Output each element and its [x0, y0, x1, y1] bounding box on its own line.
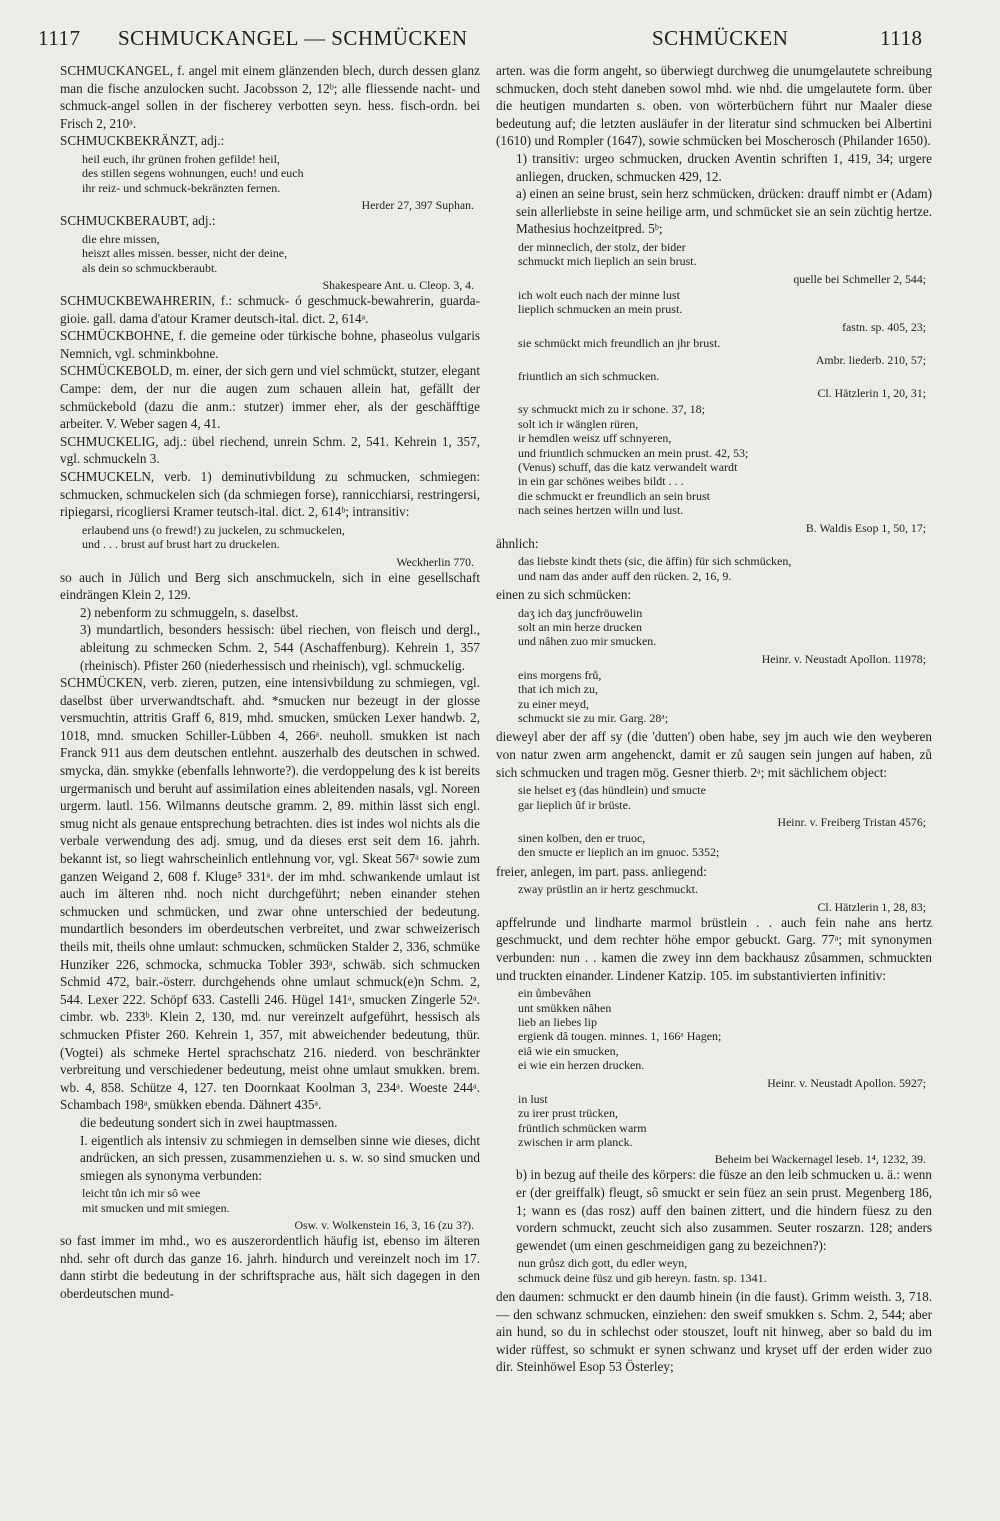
quote-line: der minneclich, der stolz, der bider	[518, 239, 686, 254]
right-column	[496, 62, 932, 1376]
quote-block	[496, 554, 932, 583]
paragraph: 3) mundartlich, besonders hessisch: übel riechen, von fleisch und dergl., ableitung zu schmecken Schm. 2, 544 (Aschaffenburg). Kehrein 1, 357 (rheinisch). Pfister 260 (niederhessisch und rheinisch), vgl. schmuckelig.	[80, 622, 480, 673]
quote-block	[496, 882, 932, 896]
quote-line: eiâ wie ein smucken,	[518, 1043, 619, 1058]
entry-schmuecken: SCHMÜCKEN, verb. zieren, putzen, eine intensivbildung zu schmiegen, vgl. daselbst über urverwandtschaft. ahd. *smucken nur bezeugt in der glosse versmuchtin, attritis Graff 6, 819, mhd. smucken, smücken Lexer handwb. 2, 1018, mnd. smucken Schiller-Lübben 4, 266ᵃ. neuholl. smukken ist nach Franck 911 aus dem deutschen entlehnt. auszerhalb des deutschen in schwed. smycka, dän. smykke (ebenfalls lehnworte?). die verdoppelung des k ist bereits urgermanisch und beruht auf assimilation eines ableitenden nasals, vgl. Noreen urgerm. lautl. 156. Wilmanns deutsche gramm. 2, 89. mithin lässt sich engl. smug nicht als genaue entsprechung betrachten. dies ist indes wol nichts als die verbale verwendung des adj. smug, und da dieses erst seit dem 16. jahrh. bekannt ist, so liegt wahrscheinlich entlehnung vor, vgl. Skeat 567ᵃ sowie zum ganzen Weigand 2, 608 f. Kluge⁵ 331ᵃ. der im mhd. schwankende umlaut ist auch im älteren nhd. noch nicht durchgeführt; neben einander stehen schmucken und schmücken, und zwar ohne unterschied der bedeutung. mundartlich besonders im oberdeutschen verbreitet, und zwar schweizerisch theils mit, theils ohne umlaut: schmucken, schmücken Stalder 2, 336, schmüke Hunziker 226, schmocka, schmucka Tobler 393ᵃ, schwäb. sich schmucken Schmid 472, bair.-österr. durchgehends ohne umlaut schmuck(e)n Schm. 2, 544. Lexer 222. Schöpf 633. Castelli 246. Hügel 141ᵃ, smucken Zingerle 52ᵃ. cimbr. wb. 233ᵇ. Klein 2, 130, md. nur vereinzelt aufgeführt, hessisch als schmucken Pfister 260. Kehrein 1, 357, mit abweichender bedeutung, thür. (Vogtei) als schmeke Hertel sprachschatz 216. niederd. von beschränkter verbreitung und verschiedener bedeutung, meist ohne umlaut smukken. brem. wb. 4, 858. Schütze 4, 127. ten Doornkaat Koolman 3, 234ᵃ. Woeste 244ᵃ. Schambach 198ᵃ, smükken ebenda. Dähnert 435ᵃ.	[60, 675, 480, 1113]
quote-wolkenstein	[60, 1186, 480, 1215]
quote-line: früntlich schmücken warm	[518, 1120, 647, 1135]
quote-line: des stillen segens wohnungen, euch! und euch	[82, 166, 304, 181]
quote-line: erlaubend uns (o frewd!) zu juckelen, zu schmuckelen,	[82, 522, 345, 537]
quote-line: in lust	[518, 1091, 548, 1106]
entry-schmueckebold: SCHMÜCKEBOLD, m. einer, der sich gern und viel schmückt, stutzer, elegant Campe: dem, der nur die augen zum schauen allein hat, gefällt der schmückebold (dazu die anm.: stutzer) immer eher, als der geschäfftige arbeiter. V. Weber sagen 4, 41.	[60, 363, 480, 432]
quote-line: den smucte er lieplich an im gnuoc. 5352;	[518, 845, 720, 860]
quote-source: B. Waldis Esop 1, 50, 17;	[805, 520, 926, 535]
quote-line: und nam das ander auff den rücken. 2, 16, 9.	[518, 568, 732, 583]
quote-line: zwischen ir arm planck.	[518, 1134, 633, 1149]
quote-line: eins morgens frů,	[518, 667, 602, 682]
quote-line: die schmuckt er freundlich an sein brust	[518, 488, 710, 503]
quote-source: Beheim bei Wackernagel leseb. 1⁴, 1232, 39.	[714, 1152, 926, 1167]
quote-line: und nâhen zuo mir smucken.	[518, 634, 657, 649]
quote-line: heiszt alles missen. besser, nicht der deine,	[82, 246, 288, 261]
quote-line: ihr reiz- und schmuck-bekränzten fernen.	[82, 180, 281, 195]
paragraph: einen zu sich schmücken:	[496, 587, 632, 603]
quote-line: zway prüstlin an ir hertz geschmuckt.	[518, 882, 698, 897]
quote-line: und friuntlich schmucken an mein prust. 42, 53;	[518, 445, 749, 460]
quote-block	[496, 668, 932, 726]
quote-line: solt an min herze drucken	[518, 620, 642, 635]
quote-block	[496, 1256, 932, 1285]
quote-line: leicht tůn ich mir sô wee	[82, 1186, 201, 1201]
paragraph: apffelrunde und lindharte marmol brüstlein . . auch fein nahe ans hertz geschmuckt, und dem rechter höhe empor gebuckt. Garg. 77ᵃ; mit synonymen verbunden: nun . . kamen die zwey inn dem backhausz zůsammen, schmuckten und truckten einander. Lindener Katzip. 105. im substantivierten infinitiv:	[496, 914, 932, 983]
right-running-head: SCHMÜCKEN	[652, 26, 789, 50]
quote-block	[496, 369, 932, 383]
paragraph: so fast immer im mhd., wo es auszerordentlich häufig ist, ebenso im älteren nhd. sehr oft durch das ganze 16. jahrh. hindurch und vereinzelt noch im 17. dann stirbt die bedeutung in der schriftsprache aus, hält sich dagegen in den oberdeutschen mund-	[60, 1233, 480, 1301]
quote-block	[496, 288, 932, 317]
quote-block	[496, 606, 932, 649]
quote-line: gar lieplich ûf ir brüste.	[518, 797, 631, 812]
quote-block	[496, 402, 932, 517]
paragraph: 1) transitiv: urgeo schmucken, drucken Aventin schriften 1, 419, 34; urgere anliegen, drucken, schmucken 429, 12.	[516, 150, 932, 184]
quote-line: unt smükken nâhen	[518, 1000, 612, 1015]
quote-line: ein ůmbevâhen	[518, 986, 591, 1001]
paragraph: freier, anlegen, im part. pass. anliegend:	[496, 863, 707, 879]
quote-line: die ehre missen,	[82, 231, 160, 246]
paragraph: a) einen an seine brust, sein herz schmücken, drücken: drauff nimbt er (Adam) sein allerliebste in seine heilige arm, und schmücket sie an sein züchtig hertze. Mathesius hochzeitpred. 5ᵇ;	[516, 186, 932, 237]
left-column	[60, 62, 480, 1303]
quote-block	[496, 783, 932, 812]
quote-block	[496, 986, 932, 1072]
quote-source: Osw. v. Wolkenstein 16, 3, 16 (zu 3?).	[294, 1218, 474, 1233]
quote-source: Cl. Hätzlerin 1, 20, 31;	[817, 386, 926, 401]
quote-source: Herder 27, 397 Suphan.	[361, 198, 474, 213]
quote-line: ei wie ein herzen drucken.	[518, 1058, 645, 1073]
quote-line: als dein so schmuckberaubt.	[82, 260, 218, 275]
quote-line: sie helset eʒ (das hündlein) und smucte	[518, 783, 706, 798]
quote-line: friuntlich an sich schmucken.	[518, 368, 660, 383]
paragraph: b) in bezug auf theile des körpers: die füsze an den leib schmucken u. ä.: wenn er (der greiffalk) fleugt, sô smuckt er sein füez an sein prust. Megenberg 186, 1; wann es (das rosz) auff den bainen zittert, und die hindern füesz zu den vordern schmuckt, zeucht sich also zusammen. Seuter roszarzn. 128; anders gewendet (um einen geschmeidigen gang zu bezeichnen?):	[516, 1167, 932, 1253]
quote-source: quelle bei Schmeller 2, 544;	[793, 271, 926, 286]
quote-line: ergienk dâ tougen. minnes. 1, 166ᵃ Hagen;	[518, 1029, 722, 1044]
quote-block	[496, 1092, 932, 1150]
page-header	[0, 26, 1000, 56]
quote-line: sy schmuckt mich zu ir schone. 37, 18;	[518, 402, 705, 417]
quote-line: und . . . brust auf brust hart zu druckelen.	[82, 537, 280, 552]
quote-line: (Venus) schuff, das die katz verwandelt wardt	[518, 460, 738, 474]
quote-source: Shakespeare Ant. u. Cleop. 3, 4.	[322, 278, 474, 292]
entry-schmuckelig: SCHMUCKELIG, adj.: übel riechend, unrein Schm. 2, 541. Kehrein 1, 357, vgl. schmuckeln 3.	[60, 433, 480, 467]
quote-herder	[60, 152, 480, 195]
quote-source: Ambr. liederb. 210, 57;	[815, 352, 926, 367]
quote-line: sie schmückt mich freundlich an jhr brust.	[518, 335, 721, 350]
quote-source: Cl. Hätzlerin 1, 28, 83;	[817, 899, 926, 914]
quote-line: daʒ ich daʒ juncfröuwelin	[518, 605, 643, 620]
quote-line: schmuckt sie zu mir. Garg. 28ᵃ;	[518, 711, 669, 726]
quote-line: schmuck deine füsz und gib hereyn. fastn. sp. 1341.	[518, 1270, 767, 1285]
quote-block	[496, 831, 932, 860]
paragraph: ähnlich:	[496, 535, 539, 551]
quote-line: lieplich schmucken an mein prust.	[518, 302, 683, 317]
paragraph: den daumen: schmuckt er den daumb hinein (in die faust). Grimm weisth. 3, 718. — den schwanz schmucken, einziehen: den sweif smukken s. Schm. 2, 544; aber ain hund, so du in schlechst oder stouszet, louft nit hinweg, aber so bald du im wider rüffest, so schmukt er synen schwanz und kryset uff der erden wider zuo dir. Steinhöwel Esop 53 Österley;	[496, 1289, 932, 1375]
quote-line: mit smucken und mit smiegen.	[82, 1200, 230, 1215]
quote-source: Heinr. v. Freiberg Tristan 4576;	[777, 815, 926, 830]
quote-line: zu irer prust trücken,	[518, 1106, 618, 1121]
quote-line: in ein gar schönes weibes bildt . . .	[518, 474, 684, 489]
entry-schmuckangel: SCHMUCKANGEL, f. angel mit einem glänzenden blech, durch dessen glanz man die fische anzulocken sucht. Jacobsson 2, 12ᵇ; alle fliessende nacht- und schmuck-angel sollen in der fischerey verbotten seyn. hess. fisch-ordn. bei Frisch 2, 210ᵃ.	[60, 63, 480, 131]
quote-line: ir hemdlen weisz uff schnyeren,	[518, 431, 672, 446]
quote-shakespeare	[60, 232, 480, 275]
quote-line: nach seines hertzen willn und lust.	[518, 503, 684, 518]
paragraph: dieweyl aber der aff sy (die 'dutten') oben habe, sey jm auch wie den weyberen von natur zwen arm angehenckt, damit er zů saugen sein jungen auf haben, zů sich schmucken und tragen mög. Gesner thierb. 2ᵃ; mit sächlichem object:	[496, 729, 932, 780]
quote-line: zu einer meyd,	[518, 696, 589, 711]
paragraph: die bedeutung sondert sich in zwei hauptmassen.	[80, 1114, 338, 1130]
paragraph: I. eigentlich als intensiv zu schmiegen in demselben sinne wie dieses, dicht andrücken, an sich pressen, zusammenziehen u. s. w. so sind smucken und smiegen als synonyma verbunden:	[80, 1132, 480, 1183]
entry-schmueckbohne: SCHMÜCKBOHNE, f. die gemeine oder türkische bohne, phaseolus vulgaris Nemnich, vgl. schminkbohne.	[60, 328, 480, 361]
quote-source: Weckherlin 770.	[396, 554, 474, 569]
paragraph: 2) nebenform zu schmuggeln, s. daselbst.	[80, 604, 299, 620]
paragraph: so auch in Jülich und Berg sich anschmuckeln, sich in eine gesellschaft eindrängen Klein 2, 129.	[60, 569, 480, 603]
quote-line: lieb an liebes lip	[518, 1015, 597, 1030]
quote-line: heil euch, ihr grünen frohen gefilde! heil,	[82, 151, 280, 166]
quote-line: sinen kolben, den er truoc,	[518, 831, 646, 846]
quote-line: schmuckt mich lieplich an sein brust.	[518, 254, 697, 269]
left-page-number: 1117	[38, 26, 81, 50]
entry-schmuckbekraenzt: SCHMUCKBEKRÄNZT, adj.:	[60, 133, 225, 149]
entry-schmuckeln: SCHMUCKELN, verb. 1) deminutivbildung zu schmucken, schmiegen: schmucken, schmuckelen sich (da schmiegen forse), rannicchiarsi, restringersi, ripiegarsi, ricogliersi Kramer teutsch-ital. dict. 2, 614ᵇ; intransitiv:	[60, 468, 480, 520]
quote-source: Heinr. v. Neustadt Apollon. 5927;	[767, 1075, 926, 1090]
entry-schmuckberaubt: SCHMUCKBERAUBT, adj.:	[60, 213, 216, 229]
quote-block	[496, 336, 932, 350]
right-page-number: 1118	[880, 26, 923, 50]
quote-line: solt ich ir wänglen rüren,	[518, 416, 639, 431]
quote-source: fastn. sp. 405, 23;	[842, 319, 926, 334]
quote-line: nun grůsz dich gott, du edler weyn,	[518, 1256, 688, 1271]
quote-line: das liebste kindt thets (sic, die äffin) für sich schmücken,	[518, 554, 792, 569]
paragraph: arten. was die form angeht, so überwiegt durchweg die unumgelautete schreibung schmucken, doch steht daneben sowol mhd. wie nhd. die umgelautete form. über die heutigen mundarten s. oben. von wörterbüchern führt nur Maaler diese bedeutung auf; die letzten ausläufer in der literatur sind schmucken bei Albertini (1610) und Rompler (1647), sowie schmücken bei Moscherosch (Philander 1650).	[496, 63, 932, 149]
quote-source: Heinr. v. Neustadt Apollon. 11978;	[761, 651, 926, 666]
entry-schmuckbewahrerin: SCHMUCKBEWAHRERIN, f.: schmuck- ó geschmuck-bewahrerin, guarda-gioie. gall. dama d'atour Kramer deutsch-ital. dict. 2, 614ᵃ.	[60, 293, 480, 326]
left-running-head: SCHMUCKANGEL — SCHMÜCKEN	[118, 26, 468, 50]
quote-weckherlin	[60, 523, 480, 552]
quote-line: ich wolt euch nach der minne lust	[518, 287, 680, 302]
quote-block	[496, 240, 932, 269]
quote-line: that ich mich zu,	[518, 682, 598, 697]
